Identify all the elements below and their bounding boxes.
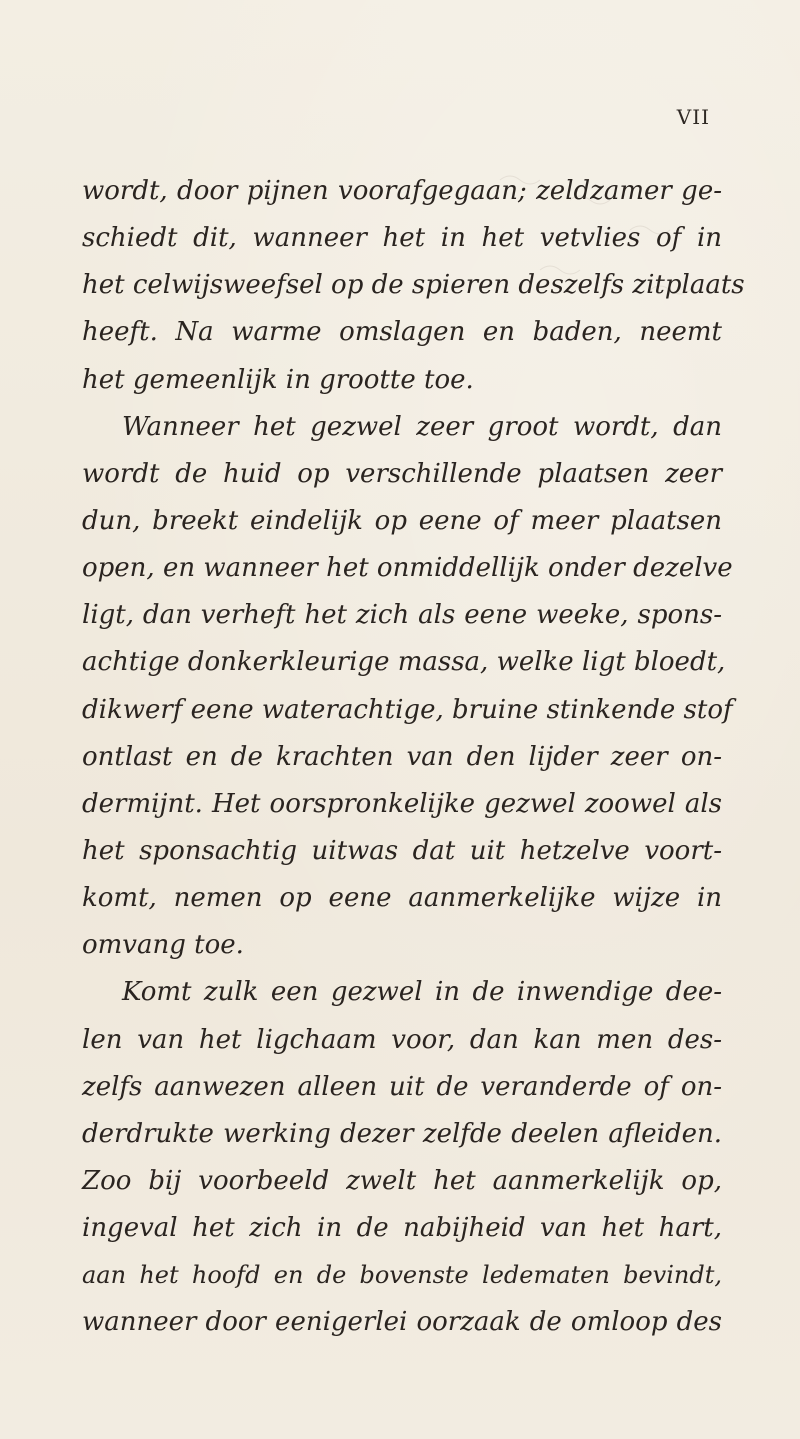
text-line: wanneer door eenigerlei oorzaak de omloop des [82,1307,722,1338]
text-line: len van het ligchaam voor, dan kan men des- [82,1024,722,1055]
text-line: ingeval het zich in de nabijheid van het hart, [82,1213,722,1244]
text-line: zelfs aanwezen alleen uit de veranderde of on- [82,1071,722,1102]
text-line: aan het hoofd en de bovenste ledematen bevindt, [82,1261,722,1290]
text-line: schiedt dit, wanneer het in het vetvlies of in [82,223,722,254]
text-line: dermijnt. Het oorspronkelijke gezwel zoowel als [82,788,722,819]
text-line: Zoo bij voorbeeld zwelt het aanmerkelijk op, [82,1165,722,1196]
text-line: komt, nemen op eene aanmerkelijke wijze in [82,883,722,914]
text-line: achtige donkerkleurige massa, welke ligt bloedt, [82,647,726,678]
text-line: ontlast en de krachten van den lijder zeer on- [82,741,722,772]
text-line: omvang toe. [82,930,244,961]
text-line: het gemeenlijk in grootte toe. [82,364,474,395]
text-line: dikwerf eene waterachtige, bruine stinkende stof [82,694,733,725]
text-line: derdrukte werking dezer zelfde deelen afleiden. [82,1118,722,1149]
text-line: dun, breekt eindelijk op eene of meer plaatsen [82,505,722,536]
text-line: ligt, dan verheft het zich als eene weeke, spons- [82,600,722,631]
page-number: VII [676,105,710,129]
text-line: wordt, door pijnen voorafgegaan; zeldzamer ge- [82,176,722,206]
text-line: wordt de huid op verschillende plaatsen zeer [82,458,722,489]
text-line: het sponsachtig uitwas dat uit hetzelve voort- [82,835,722,866]
text-line: Wanneer het gezwel zeer groot wordt, dan [122,411,722,442]
text-line: Komt zulk een gezwel in de inwendige dee- [122,977,722,1008]
text-line: heeft. Na warme omslagen en baden, neemt [82,317,722,348]
body-text [82,168,745,1347]
text-line: het celwijsweefsel op de spieren deszelfs zitplaats [82,270,745,301]
text-line: open, en wanneer het onmiddellijk onder dezelve [82,553,733,584]
